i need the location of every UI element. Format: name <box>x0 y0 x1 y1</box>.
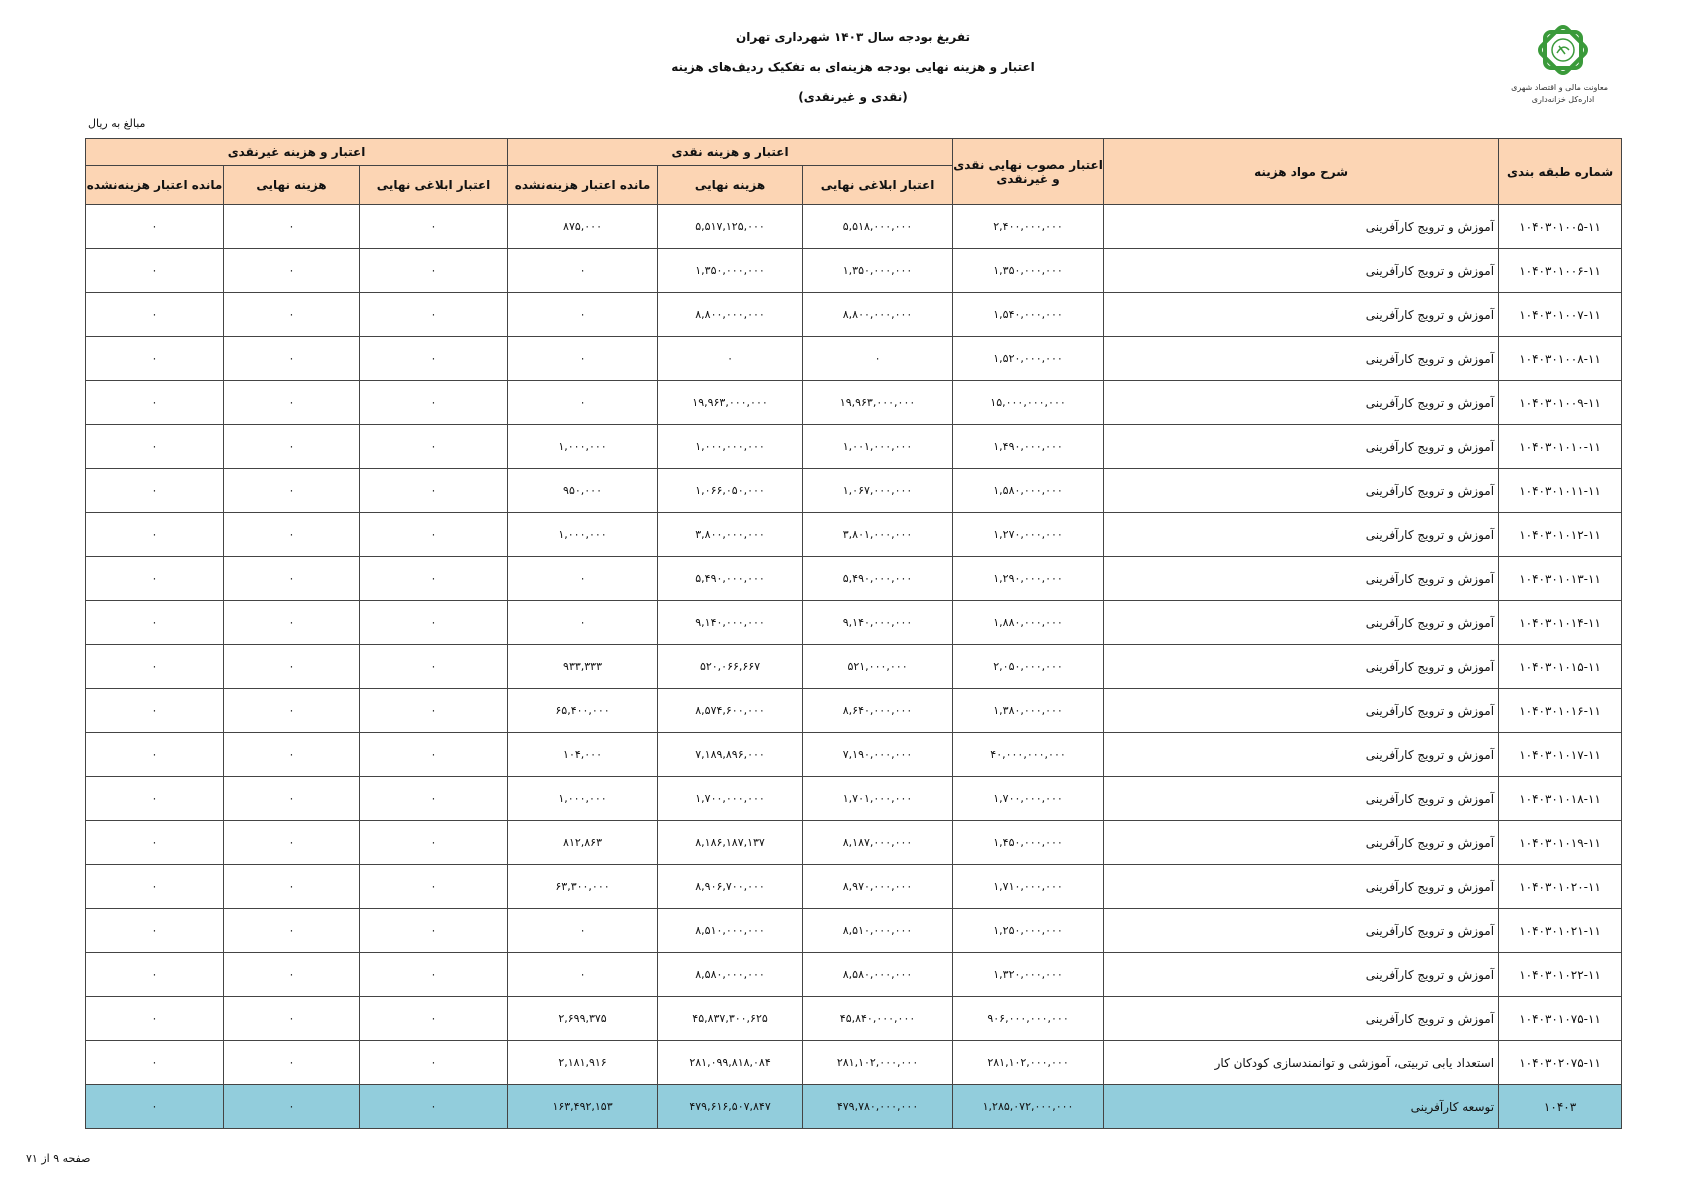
table-row <box>86 425 1622 469</box>
cell-cash-remaining: ۰ <box>508 337 658 381</box>
table-row <box>86 777 1622 821</box>
cell-description: آموزش و ترویج کارآفرینی <box>1104 601 1499 645</box>
cell-cash-expense: ۸,۸۰۰,۰۰۰,۰۰۰ <box>658 293 803 337</box>
cell-noncash-allocated: ۰ <box>360 953 508 997</box>
cell-cash-remaining: ۱۰۴,۰۰۰ <box>508 733 658 777</box>
cell-noncash-remaining: ۰ <box>86 205 224 249</box>
cell-noncash-expense: ۰ <box>224 513 360 557</box>
cell-approved: ۱,۳۵۰,۰۰۰,۰۰۰ <box>953 249 1104 293</box>
cell-code: ۱۰۴۰۳ <box>1499 1085 1622 1129</box>
table-row <box>86 953 1622 997</box>
table-row <box>86 821 1622 865</box>
cell-noncash-remaining: ۰ <box>86 469 224 513</box>
cell-cash-allocated: ۲۸۱,۱۰۲,۰۰۰,۰۰۰ <box>803 1041 953 1085</box>
cell-cash-allocated: ۹,۱۴۰,۰۰۰,۰۰۰ <box>803 601 953 645</box>
cell-cash-expense: ۸,۱۸۶,۱۸۷,۱۳۷ <box>658 821 803 865</box>
cell-approved: ۱,۸۸۰,۰۰۰,۰۰۰ <box>953 601 1104 645</box>
cell-noncash-remaining: ۰ <box>86 293 224 337</box>
cell-cash-expense: ۱,۳۵۰,۰۰۰,۰۰۰ <box>658 249 803 293</box>
cell-noncash-remaining: ۰ <box>86 953 224 997</box>
cell-noncash-expense: ۰ <box>224 205 360 249</box>
logo-caption-deputy: معاونت مالی و اقتصاد شهری <box>1511 83 1608 92</box>
cell-noncash-allocated: ۰ <box>360 601 508 645</box>
cell-noncash-expense: ۰ <box>224 953 360 997</box>
cell-approved: ۲,۴۰۰,۰۰۰,۰۰۰ <box>953 205 1104 249</box>
cell-description: آموزش و ترویج کارآفرینی <box>1104 821 1499 865</box>
cell-noncash-allocated: ۰ <box>360 1041 508 1085</box>
logo-emblem-icon <box>1528 22 1598 78</box>
cell-description: آموزش و ترویج کارآفرینی <box>1104 689 1499 733</box>
cell-cash-remaining: ۹۳۳,۳۳۳ <box>508 645 658 689</box>
cell-approved: ۱۵,۰۰۰,۰۰۰,۰۰۰ <box>953 381 1104 425</box>
cell-noncash-allocated: ۰ <box>360 689 508 733</box>
header-noncash-allocated: اعتبار ابلاغی نهایی <box>360 166 508 205</box>
cell-noncash-remaining: ۰ <box>86 601 224 645</box>
cell-cash-expense: ۸,۵۸۰,۰۰۰,۰۰۰ <box>658 953 803 997</box>
cell-approved: ۱,۷۰۰,۰۰۰,۰۰۰ <box>953 777 1104 821</box>
cell-noncash-remaining: ۰ <box>86 425 224 469</box>
cell-cash-remaining: ۶۳,۳۰۰,۰۰۰ <box>508 865 658 909</box>
table-row <box>86 601 1622 645</box>
cell-cash-allocated: ۱,۳۵۰,۰۰۰,۰۰۰ <box>803 249 953 293</box>
cell-cash-allocated: ۸,۹۷۰,۰۰۰,۰۰۰ <box>803 865 953 909</box>
cell-code: ۱۰۴۰۳۰۱۰۱۷-۱۱ <box>1499 733 1622 777</box>
header-noncash-group: اعتبار و هزینه غیرنقدی <box>86 139 508 166</box>
cell-cash-expense: ۷,۱۸۹,۸۹۶,۰۰۰ <box>658 733 803 777</box>
cell-description: آموزش و ترویج کارآفرینی <box>1104 425 1499 469</box>
cell-code: ۱۰۴۰۳۰۱۰۱۰-۱۱ <box>1499 425 1622 469</box>
cell-noncash-expense: ۰ <box>224 1085 360 1129</box>
table-row <box>86 337 1622 381</box>
header-noncash-expense: هزینه نهایی <box>224 166 360 205</box>
cell-code: ۱۰۴۰۳۰۱۰۱۹-۱۱ <box>1499 821 1622 865</box>
table-row <box>86 205 1622 249</box>
logo-caption-office: اداره‌کل خزانه‌داری <box>1531 95 1595 104</box>
cell-cash-remaining: ۲,۶۹۹,۳۷۵ <box>508 997 658 1041</box>
cell-code: ۱۰۴۰۳۰۱۰۱۶-۱۱ <box>1499 689 1622 733</box>
cell-description: آموزش و ترویج کارآفرینی <box>1104 337 1499 381</box>
cell-noncash-expense: ۰ <box>224 909 360 953</box>
table-row <box>86 249 1622 293</box>
cell-cash-expense: ۱۹,۹۶۳,۰۰۰,۰۰۰ <box>658 381 803 425</box>
cell-noncash-allocated: ۰ <box>360 469 508 513</box>
cell-noncash-expense: ۰ <box>224 601 360 645</box>
cell-noncash-expense: ۰ <box>224 865 360 909</box>
cell-cash-allocated: ۱,۰۶۷,۰۰۰,۰۰۰ <box>803 469 953 513</box>
cell-description: استعداد یابی تربیتی، آموزشی و توانمندسازی کودکان کار <box>1104 1041 1499 1085</box>
cell-noncash-expense: ۰ <box>224 997 360 1041</box>
cell-approved: ۱,۴۹۰,۰۰۰,۰۰۰ <box>953 425 1104 469</box>
cell-cash-remaining: ۱,۰۰۰,۰۰۰ <box>508 425 658 469</box>
cell-noncash-allocated: ۰ <box>360 337 508 381</box>
cell-noncash-remaining: ۰ <box>86 865 224 909</box>
cell-cash-expense: ۵,۴۹۰,۰۰۰,۰۰۰ <box>658 557 803 601</box>
cell-noncash-expense: ۰ <box>224 425 360 469</box>
cell-approved: ۱,۲۷۰,۰۰۰,۰۰۰ <box>953 513 1104 557</box>
cell-noncash-remaining: ۰ <box>86 689 224 733</box>
cell-cash-allocated: ۸,۶۴۰,۰۰۰,۰۰۰ <box>803 689 953 733</box>
cell-noncash-allocated: ۰ <box>360 733 508 777</box>
cell-cash-allocated: ۸,۸۰۰,۰۰۰,۰۰۰ <box>803 293 953 337</box>
cell-cash-remaining: ۰ <box>508 601 658 645</box>
cell-noncash-expense: ۰ <box>224 645 360 689</box>
table-row <box>86 381 1622 425</box>
cell-noncash-remaining: ۰ <box>86 821 224 865</box>
table-row <box>86 997 1622 1041</box>
table-row <box>86 1041 1622 1085</box>
table-row <box>86 909 1622 953</box>
cell-code: ۱۰۴۰۳۰۱۰۰۸-۱۱ <box>1499 337 1622 381</box>
cell-description: آموزش و ترویج کارآفرینی <box>1104 645 1499 689</box>
cell-cash-allocated: ۵,۵۱۸,۰۰۰,۰۰۰ <box>803 205 953 249</box>
cell-description: آموزش و ترویج کارآفرینی <box>1104 777 1499 821</box>
cell-cash-allocated: ۵,۴۹۰,۰۰۰,۰۰۰ <box>803 557 953 601</box>
cell-noncash-remaining: ۰ <box>86 1041 224 1085</box>
cell-noncash-expense: ۰ <box>224 337 360 381</box>
cell-noncash-remaining: ۰ <box>86 557 224 601</box>
cell-noncash-expense: ۰ <box>224 1041 360 1085</box>
cell-noncash-expense: ۰ <box>224 689 360 733</box>
header-cash-remaining: مانده اعتبار هزینه‌نشده <box>508 166 658 205</box>
cell-cash-remaining: ۰ <box>508 953 658 997</box>
cell-description: آموزش و ترویج کارآفرینی <box>1104 249 1499 293</box>
cell-noncash-allocated: ۰ <box>360 513 508 557</box>
cell-description: آموزش و ترویج کارآفرینی <box>1104 865 1499 909</box>
cell-noncash-allocated: ۰ <box>360 557 508 601</box>
cell-approved: ۴۰,۰۰۰,۰۰۰,۰۰۰ <box>953 733 1104 777</box>
cell-cash-remaining: ۰ <box>508 381 658 425</box>
cell-cash-remaining: ۰ <box>508 293 658 337</box>
cell-cash-expense: ۵,۵۱۷,۱۲۵,۰۰۰ <box>658 205 803 249</box>
cell-noncash-remaining: ۰ <box>86 381 224 425</box>
table-row <box>86 865 1622 909</box>
cell-approved: ۱,۵۴۰,۰۰۰,۰۰۰ <box>953 293 1104 337</box>
cell-description: آموزش و ترویج کارآفرینی <box>1104 953 1499 997</box>
cell-cash-remaining: ۲,۱۸۱,۹۱۶ <box>508 1041 658 1085</box>
table-row <box>86 293 1622 337</box>
total-row <box>86 1085 1622 1129</box>
cell-noncash-remaining: ۰ <box>86 909 224 953</box>
cell-description: آموزش و ترویج کارآفرینی <box>1104 909 1499 953</box>
cell-cash-expense: ۹,۱۴۰,۰۰۰,۰۰۰ <box>658 601 803 645</box>
cell-noncash-expense: ۰ <box>224 381 360 425</box>
cell-noncash-expense: ۰ <box>224 821 360 865</box>
cell-cash-allocated: ۸,۱۸۷,۰۰۰,۰۰۰ <box>803 821 953 865</box>
cell-noncash-allocated: ۰ <box>360 425 508 469</box>
cell-code: ۱۰۴۰۳۰۱۰۱۸-۱۱ <box>1499 777 1622 821</box>
cell-approved: ۱,۳۸۰,۰۰۰,۰۰۰ <box>953 689 1104 733</box>
tehran-municipality-logo <box>1511 22 1608 106</box>
cell-cash-expense: ۲۸۱,۰۹۹,۸۱۸,۰۸۴ <box>658 1041 803 1085</box>
cell-approved: ۱,۷۱۰,۰۰۰,۰۰۰ <box>953 865 1104 909</box>
cell-noncash-allocated: ۰ <box>360 1085 508 1129</box>
cell-description: آموزش و ترویج کارآفرینی <box>1104 469 1499 513</box>
cell-code: ۱۰۴۰۳۰۱۰۰۶-۱۱ <box>1499 249 1622 293</box>
cell-cash-remaining: ۶۵,۴۰۰,۰۰۰ <box>508 689 658 733</box>
cell-noncash-allocated: ۰ <box>360 645 508 689</box>
cell-cash-expense: ۱,۰۰۰,۰۰۰,۰۰۰ <box>658 425 803 469</box>
report-title: تفریغ بودجه سال ۱۴۰۳ شهرداری تهران <box>736 30 970 44</box>
cell-description: آموزش و ترویج کارآفرینی <box>1104 293 1499 337</box>
cell-cash-allocated: ۷,۱۹۰,۰۰۰,۰۰۰ <box>803 733 953 777</box>
header-code: شماره طبقه بندی <box>1499 139 1622 205</box>
cell-code: ۱۰۴۰۳۰۱۰۲۲-۱۱ <box>1499 953 1622 997</box>
cell-noncash-allocated: ۰ <box>360 909 508 953</box>
cell-cash-expense: ۳,۸۰۰,۰۰۰,۰۰۰ <box>658 513 803 557</box>
cell-code: ۱۰۴۰۳۰۱۰۱۲-۱۱ <box>1499 513 1622 557</box>
budget-table <box>85 138 1622 1129</box>
cell-noncash-expense: ۰ <box>224 777 360 821</box>
cell-noncash-allocated: ۰ <box>360 205 508 249</box>
cell-noncash-allocated: ۰ <box>360 293 508 337</box>
cell-approved: ۹۰۶,۰۰۰,۰۰۰,۰۰۰ <box>953 997 1104 1041</box>
cell-noncash-allocated: ۰ <box>360 865 508 909</box>
cell-approved: ۱,۵۸۰,۰۰۰,۰۰۰ <box>953 469 1104 513</box>
cell-noncash-expense: ۰ <box>224 733 360 777</box>
cell-cash-allocated: ۵۲۱,۰۰۰,۰۰۰ <box>803 645 953 689</box>
table-row <box>86 645 1622 689</box>
cell-cash-expense: ۴۷۹,۶۱۶,۵۰۷,۸۴۷ <box>658 1085 803 1129</box>
header-description: شرح مواد هزینه <box>1104 139 1499 205</box>
cell-approved: ۱,۳۲۰,۰۰۰,۰۰۰ <box>953 953 1104 997</box>
cell-code: ۱۰۴۰۳۰۱۰۲۰-۱۱ <box>1499 865 1622 909</box>
cell-cash-expense: ۰ <box>658 337 803 381</box>
cell-cash-remaining: ۱۶۳,۴۹۲,۱۵۳ <box>508 1085 658 1129</box>
cell-approved: ۱,۲۸۵,۰۷۲,۰۰۰,۰۰۰ <box>953 1085 1104 1129</box>
cell-cash-expense: ۸,۵۷۴,۶۰۰,۰۰۰ <box>658 689 803 733</box>
cell-noncash-allocated: ۰ <box>360 821 508 865</box>
cell-code: ۱۰۴۰۳۰۱۰۱۱-۱۱ <box>1499 469 1622 513</box>
cell-noncash-expense: ۰ <box>224 293 360 337</box>
report-title-block <box>553 29 1153 119</box>
cell-code: ۱۰۴۰۳۰۱۰۱۴-۱۱ <box>1499 601 1622 645</box>
cell-cash-remaining: ۰ <box>508 249 658 293</box>
cell-cash-remaining: ۰ <box>508 909 658 953</box>
cell-cash-expense: ۱,۰۶۶,۰۵۰,۰۰۰ <box>658 469 803 513</box>
cell-code: ۱۰۴۰۳۰۱۰۷۵-۱۱ <box>1499 997 1622 1041</box>
cell-cash-remaining: ۱,۰۰۰,۰۰۰ <box>508 777 658 821</box>
cell-approved: ۱,۲۹۰,۰۰۰,۰۰۰ <box>953 557 1104 601</box>
table-row <box>86 689 1622 733</box>
cell-code: ۱۰۴۰۳۰۱۰۱۳-۱۱ <box>1499 557 1622 601</box>
page-number: صفحه ۹ از ۷۱ <box>26 1152 91 1165</box>
header-noncash-remaining: مانده اعتبار هزینه‌نشده <box>86 166 224 205</box>
currency-unit-note: مبالغ به ریال <box>88 117 146 130</box>
cell-noncash-remaining: ۰ <box>86 1085 224 1129</box>
cell-cash-remaining: ۹۵۰,۰۰۰ <box>508 469 658 513</box>
cell-cash-expense: ۱,۷۰۰,۰۰۰,۰۰۰ <box>658 777 803 821</box>
cell-cash-expense: ۴۵,۸۳۷,۳۰۰,۶۲۵ <box>658 997 803 1041</box>
cell-noncash-remaining: ۰ <box>86 645 224 689</box>
cell-code: ۱۰۴۰۳۰۱۰۰۵-۱۱ <box>1499 205 1622 249</box>
cell-noncash-allocated: ۰ <box>360 381 508 425</box>
cell-approved: ۲۸۱,۱۰۲,۰۰۰,۰۰۰ <box>953 1041 1104 1085</box>
cell-description: آموزش و ترویج کارآفرینی <box>1104 557 1499 601</box>
cell-cash-allocated: ۱,۰۰۱,۰۰۰,۰۰۰ <box>803 425 953 469</box>
cell-code: ۱۰۴۰۳۰۱۰۱۵-۱۱ <box>1499 645 1622 689</box>
cell-cash-allocated: ۸,۵۸۰,۰۰۰,۰۰۰ <box>803 953 953 997</box>
cell-cash-allocated: ۸,۵۱۰,۰۰۰,۰۰۰ <box>803 909 953 953</box>
header-approved: اعتبار مصوب نهایی نقدی و غیرنقدی <box>953 139 1104 205</box>
cell-noncash-allocated: ۰ <box>360 997 508 1041</box>
cell-cash-expense: ۸,۵۱۰,۰۰۰,۰۰۰ <box>658 909 803 953</box>
cell-cash-expense: ۵۲۰,۰۶۶,۶۶۷ <box>658 645 803 689</box>
cell-cash-allocated: ۴۵,۸۴۰,۰۰۰,۰۰۰ <box>803 997 953 1041</box>
report-subtitle-note: (نقدی و غیرنقدی) <box>798 90 908 104</box>
table-row <box>86 557 1622 601</box>
cell-code: ۱۰۴۰۳۰۱۰۰۷-۱۱ <box>1499 293 1622 337</box>
cell-approved: ۲,۰۵۰,۰۰۰,۰۰۰ <box>953 645 1104 689</box>
table-row <box>86 513 1622 557</box>
cell-description: آموزش و ترویج کارآفرینی <box>1104 205 1499 249</box>
cell-approved: ۱,۲۵۰,۰۰۰,۰۰۰ <box>953 909 1104 953</box>
cell-noncash-allocated: ۰ <box>360 777 508 821</box>
header-cash-group: اعتبار و هزینه نقدی <box>508 139 953 166</box>
cell-noncash-remaining: ۰ <box>86 249 224 293</box>
header-cash-allocated: اعتبار ابلاغی نهایی <box>803 166 953 205</box>
cell-cash-allocated: ۱,۷۰۱,۰۰۰,۰۰۰ <box>803 777 953 821</box>
cell-approved: ۱,۵۲۰,۰۰۰,۰۰۰ <box>953 337 1104 381</box>
cell-description: آموزش و ترویج کارآفرینی <box>1104 997 1499 1041</box>
cell-cash-remaining: ۱,۰۰۰,۰۰۰ <box>508 513 658 557</box>
cell-noncash-remaining: ۰ <box>86 777 224 821</box>
cell-noncash-expense: ۰ <box>224 469 360 513</box>
cell-cash-remaining: ۸۷۵,۰۰۰ <box>508 205 658 249</box>
cell-noncash-remaining: ۰ <box>86 513 224 557</box>
cell-cash-allocated: ۴۷۹,۷۸۰,۰۰۰,۰۰۰ <box>803 1085 953 1129</box>
cell-cash-allocated: ۰ <box>803 337 953 381</box>
table-row <box>86 469 1622 513</box>
cell-approved: ۱,۴۵۰,۰۰۰,۰۰۰ <box>953 821 1104 865</box>
cell-cash-allocated: ۳,۸۰۱,۰۰۰,۰۰۰ <box>803 513 953 557</box>
cell-description: آموزش و ترویج کارآفرینی <box>1104 733 1499 777</box>
cell-noncash-remaining: ۰ <box>86 997 224 1041</box>
cell-description: آموزش و ترویج کارآفرینی <box>1104 513 1499 557</box>
cell-code: ۱۰۴۰۳۰۱۰۲۱-۱۱ <box>1499 909 1622 953</box>
cell-cash-allocated: ۱۹,۹۶۳,۰۰۰,۰۰۰ <box>803 381 953 425</box>
cell-noncash-remaining: ۰ <box>86 733 224 777</box>
cell-noncash-expense: ۰ <box>224 249 360 293</box>
table-body <box>86 205 1622 1129</box>
cell-noncash-allocated: ۰ <box>360 249 508 293</box>
cell-code: ۱۰۴۰۳۰۱۰۰۹-۱۱ <box>1499 381 1622 425</box>
report-subtitle: اعتبار و هزینه نهایی بودجه هزینه‌ای به تفکیک ردیف‌های هزینه <box>671 60 1035 74</box>
cell-cash-expense: ۸,۹۰۶,۷۰۰,۰۰۰ <box>658 865 803 909</box>
cell-description: توسعه کارآفرینی <box>1104 1085 1499 1129</box>
table-row <box>86 733 1622 777</box>
cell-cash-remaining: ۰ <box>508 557 658 601</box>
cell-noncash-expense: ۰ <box>224 557 360 601</box>
cell-code: ۱۰۴۰۳۰۲۰۷۵-۱۱ <box>1499 1041 1622 1085</box>
cell-cash-remaining: ۸۱۲,۸۶۳ <box>508 821 658 865</box>
header-cash-expense: هزینه نهایی <box>658 166 803 205</box>
cell-description: آموزش و ترویج کارآفرینی <box>1104 381 1499 425</box>
cell-noncash-remaining: ۰ <box>86 337 224 381</box>
